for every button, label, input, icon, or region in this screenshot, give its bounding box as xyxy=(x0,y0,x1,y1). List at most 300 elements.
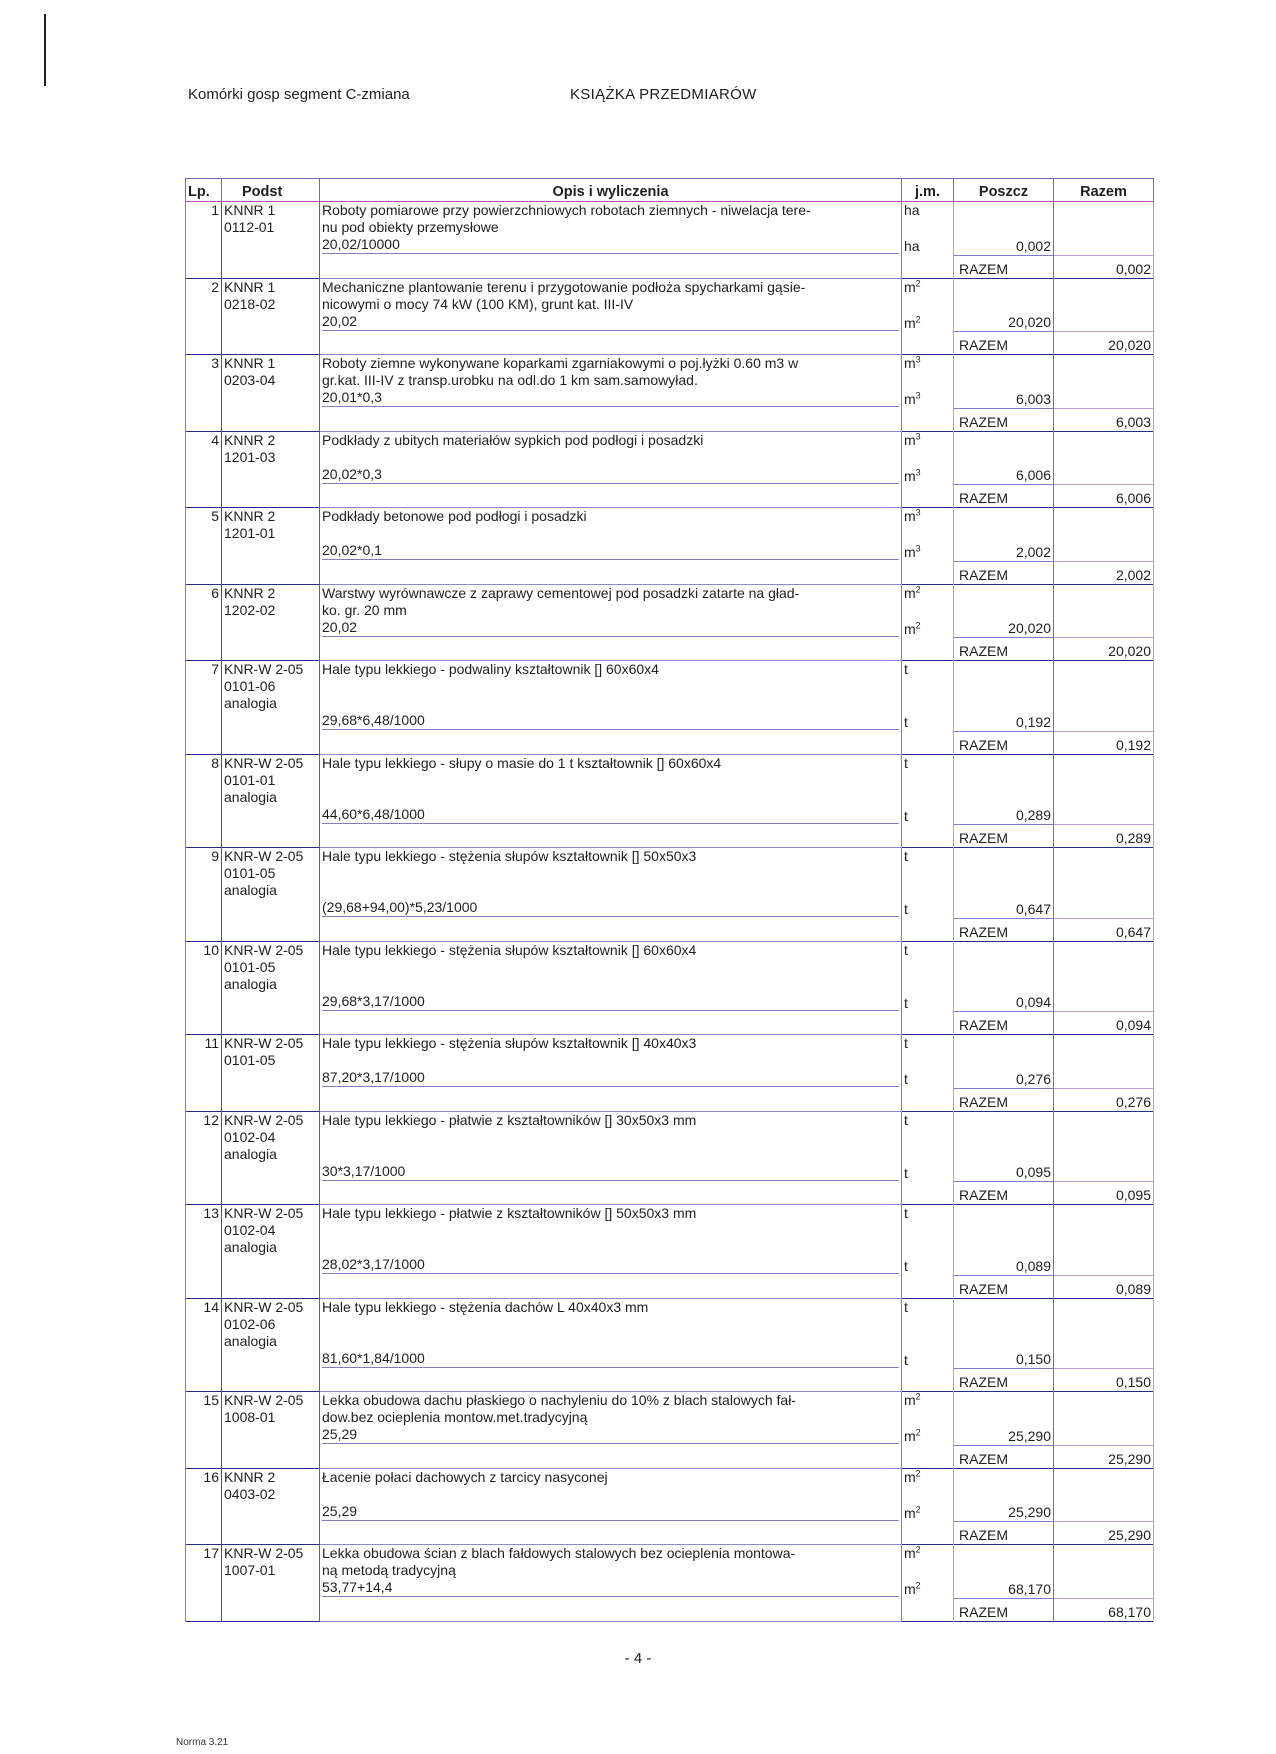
quantity-spacer xyxy=(954,1205,1054,1257)
total-row-spacer xyxy=(902,731,954,754)
basis-cell xyxy=(222,278,320,355)
total-row-spacer xyxy=(320,332,902,355)
total-spacer xyxy=(1054,661,1154,713)
calculation-formula: 87,20*3,17/1000 xyxy=(322,1069,899,1087)
description-line: nicowymi o mocy 74 kW (100 KM), grunt kat. III-IV xyxy=(322,295,634,312)
basis-code-line: KNR-W 2-05 xyxy=(224,754,304,771)
unit-cell xyxy=(902,1163,954,1182)
basis-code-line: analogia xyxy=(224,788,277,805)
unit-text: m xyxy=(904,620,916,637)
total-value: 0,647 xyxy=(1054,918,1154,941)
table-row-group xyxy=(186,1468,1154,1545)
unit-exponent: 3 xyxy=(915,354,921,365)
basis-cell xyxy=(222,1205,320,1299)
basis-code-line: KNR-W 2-05 xyxy=(224,1035,304,1051)
table-row-group xyxy=(186,508,1154,585)
basis-code-line: 1201-03 xyxy=(224,448,276,465)
item-number: 1 xyxy=(186,202,222,279)
unit-cell xyxy=(902,848,954,900)
basis-cell xyxy=(222,848,320,942)
item-number: 3 xyxy=(186,355,222,432)
total-row-spacer xyxy=(902,825,954,848)
total-spacer xyxy=(1054,619,1154,638)
total-spacer xyxy=(1054,355,1154,390)
total-spacer xyxy=(1054,1163,1154,1182)
total-label: RAZEM xyxy=(954,731,1054,754)
unit-text: ha xyxy=(904,202,920,218)
unit-cell xyxy=(902,1350,954,1369)
quantity-value: 20,020 xyxy=(954,619,1054,638)
item-number: 12 xyxy=(186,1111,222,1205)
basis-code-line: 0102-06 xyxy=(224,1315,276,1332)
total-spacer xyxy=(1054,899,1154,918)
calculation-cell xyxy=(320,1503,902,1522)
total-value: 6,003 xyxy=(1054,408,1154,431)
calculation-formula: 20,02*0,3 xyxy=(322,466,899,484)
unit-text: t xyxy=(904,1298,908,1315)
book-title: KSIĄŻKA PRZEDMIARÓW xyxy=(570,86,757,103)
total-spacer xyxy=(1054,236,1154,255)
unit-cell xyxy=(902,1069,954,1088)
total-row xyxy=(186,1088,1154,1111)
unit-cell xyxy=(902,1035,954,1070)
calculation-formula: 53,77+14,4 xyxy=(322,1579,899,1597)
calculation-row xyxy=(186,1163,1154,1182)
table-row-group xyxy=(186,1205,1154,1299)
unit-text: m xyxy=(904,1468,916,1485)
basis-code-line: KNNR 2 xyxy=(224,1468,276,1485)
total-value: 20,020 xyxy=(1054,332,1154,355)
unit-text: m xyxy=(904,584,916,601)
total-spacer xyxy=(1054,1468,1154,1503)
table-row xyxy=(186,661,1154,713)
calculation-row xyxy=(186,993,1154,1012)
total-label: RAZEM xyxy=(954,332,1054,355)
total-value: 0,089 xyxy=(1054,1275,1154,1298)
basis-cell xyxy=(222,1111,320,1205)
description-line: Podkłady betonowe pod podłogi i posadzki xyxy=(322,508,587,524)
basis-code-line: 0101-05 xyxy=(224,958,276,975)
total-row xyxy=(186,1012,1154,1035)
table-row-group xyxy=(186,584,1154,661)
calculation-formula: 44,60*6,48/1000 xyxy=(322,806,899,824)
total-row-spacer xyxy=(320,1598,902,1621)
total-row-spacer xyxy=(320,638,902,661)
basis-cell xyxy=(222,941,320,1035)
table-row-group xyxy=(186,202,1154,279)
total-label: RAZEM xyxy=(954,1522,1054,1545)
table-row-group xyxy=(186,1111,1154,1205)
unit-exponent: 2 xyxy=(915,619,921,630)
table-row xyxy=(186,1205,1154,1257)
description-line: Warstwy wyrównawcze z zaprawy cementowej pod posadzki zatarte na gład- xyxy=(322,584,800,601)
unit-cell xyxy=(902,993,954,1012)
quantity-value: 6,006 xyxy=(954,466,1054,485)
basis-code-line: KNNR 2 xyxy=(224,584,276,601)
description-line: Roboty ziemne wykonywane koparkami zgarniakowymi o poj.łyżki 0.60 m3 w xyxy=(322,355,799,371)
calculation-row xyxy=(186,1256,1154,1275)
calculation-row xyxy=(186,313,1154,332)
total-row xyxy=(186,1275,1154,1298)
total-spacer xyxy=(1054,431,1154,466)
total-label: RAZEM xyxy=(954,825,1054,848)
description-cell xyxy=(320,508,902,543)
total-row-spacer xyxy=(320,485,902,508)
basis-code-line: 0101-06 xyxy=(224,678,276,694)
description-line: Hale typu lekkiego - podwaliny kształtownik [] 60x60x4 xyxy=(322,661,659,677)
table-row xyxy=(186,584,1154,619)
unit-cell xyxy=(902,1392,954,1427)
unit-cell xyxy=(902,584,954,619)
total-row-spacer xyxy=(902,255,954,278)
calculation-formula: 25,29 xyxy=(322,1503,899,1521)
total-row-spacer xyxy=(320,408,902,431)
total-row xyxy=(186,485,1154,508)
total-row-spacer xyxy=(320,918,902,941)
basis-cell xyxy=(222,1392,320,1469)
quantity-spacer xyxy=(954,661,1054,713)
total-spacer xyxy=(1054,466,1154,485)
total-value: 0,276 xyxy=(1054,1088,1154,1111)
basis-code-line: analogia xyxy=(224,882,277,898)
total-spacer xyxy=(1054,542,1154,561)
total-row xyxy=(186,1598,1154,1621)
table-row xyxy=(186,508,1154,543)
unit-cell xyxy=(902,754,954,806)
total-label: RAZEM xyxy=(954,1275,1054,1298)
total-spacer xyxy=(1054,712,1154,731)
calculation-formula: 25,29 xyxy=(322,1426,899,1444)
total-value: 0,289 xyxy=(1054,825,1154,848)
unit-cell xyxy=(902,712,954,731)
quantity-spacer xyxy=(954,941,1054,993)
quantity-value: 0,276 xyxy=(954,1069,1054,1088)
table-row-group xyxy=(186,661,1154,755)
total-row-spacer xyxy=(902,561,954,584)
quantity-spacer xyxy=(954,848,1054,900)
unit-exponent: 2 xyxy=(915,1503,921,1514)
table-row xyxy=(186,754,1154,806)
item-number: 6 xyxy=(186,584,222,661)
calculation-row xyxy=(186,712,1154,731)
unit-text: t xyxy=(904,754,908,771)
calculation-formula: 28,02*3,17/1000 xyxy=(322,1256,899,1274)
description-cell xyxy=(320,1468,902,1503)
basis-code-line: analogia xyxy=(224,1332,277,1349)
total-row-spacer xyxy=(902,1275,954,1298)
table-row-group xyxy=(186,431,1154,508)
total-spacer xyxy=(1054,1298,1154,1350)
total-spacer xyxy=(1054,1392,1154,1427)
calculation-row xyxy=(186,1069,1154,1088)
basis-code-line: 1008-01 xyxy=(224,1409,276,1425)
unit-cell xyxy=(902,941,954,993)
quantity-value: 0,002 xyxy=(954,236,1054,255)
unit-exponent: 3 xyxy=(915,430,921,441)
total-spacer xyxy=(1054,848,1154,900)
total-row xyxy=(186,408,1154,431)
calculation-row xyxy=(186,1426,1154,1445)
total-spacer xyxy=(1054,1035,1154,1070)
unit-cell xyxy=(902,661,954,713)
calculation-cell xyxy=(320,806,902,825)
total-label: RAZEM xyxy=(954,255,1054,278)
basis-code-line: KNNR 2 xyxy=(224,431,276,448)
basis-code-line: 0102-04 xyxy=(224,1222,276,1238)
total-row-spacer xyxy=(320,1445,902,1468)
unit-cell xyxy=(902,1545,954,1580)
total-spacer xyxy=(1054,1350,1154,1369)
unit-text: m xyxy=(904,355,916,371)
unit-cell xyxy=(902,1468,954,1503)
total-spacer xyxy=(1054,1205,1154,1257)
table-row-group xyxy=(186,278,1154,355)
column-header-podst: Podst xyxy=(222,179,320,202)
unit-cell xyxy=(902,508,954,543)
description-cell xyxy=(320,848,902,900)
description-line: Mechaniczne plantowanie terenu i przygotowanie podłoża spycharkami gąsie- xyxy=(322,278,806,295)
basis-cell xyxy=(222,1468,320,1545)
description-line: Roboty pomiarowe przy powierzchniowych robotach ziemnych - niwelacja tere- xyxy=(322,202,811,218)
total-label: RAZEM xyxy=(954,408,1054,431)
description-line: Lekka obudowa ścian z blach fałdowych stalowych bez ocieplenia montowa- xyxy=(322,1545,796,1561)
description-line: Hale typu lekkiego - stężenia słupów kształtownik [] 40x40x3 xyxy=(322,1035,697,1051)
page-number: - 4 - xyxy=(624,1650,652,1667)
total-spacer xyxy=(1054,1579,1154,1598)
description-cell xyxy=(320,754,902,806)
unit-text: t xyxy=(904,1111,908,1128)
total-label: RAZEM xyxy=(954,561,1054,584)
footer-note: Norma 3.21 xyxy=(176,1737,229,1748)
table-row-group xyxy=(186,1035,1154,1112)
unit-text: t xyxy=(904,941,908,958)
description-cell xyxy=(320,278,902,313)
quantity-value: 0,089 xyxy=(954,1256,1054,1275)
description-cell xyxy=(320,1035,902,1070)
item-number: 5 xyxy=(186,508,222,585)
basis-cell xyxy=(222,1545,320,1622)
unit-cell xyxy=(902,1426,954,1445)
calculation-cell xyxy=(320,236,902,255)
total-row-spacer xyxy=(902,1088,954,1111)
basis-code-line: KNNR 1 xyxy=(224,202,276,218)
unit-text: t xyxy=(904,1205,908,1221)
table-row xyxy=(186,1035,1154,1070)
table-row xyxy=(186,431,1154,466)
description-line: Hale typu lekkiego - stężenia słupów kształtownik [] 50x50x3 xyxy=(322,848,697,864)
unit-cell xyxy=(902,466,954,485)
unit-text: m xyxy=(904,391,916,407)
calculation-row xyxy=(186,389,1154,408)
calculation-row xyxy=(186,899,1154,918)
description-cell xyxy=(320,431,902,466)
unit-text: ha xyxy=(904,238,920,254)
unit-text: t xyxy=(904,661,908,677)
quantity-spacer xyxy=(954,1298,1054,1350)
description-line: ko. gr. 20 mm xyxy=(322,601,407,618)
unit-text: t xyxy=(904,714,908,730)
unit-text: t xyxy=(904,1035,908,1051)
total-row-spacer xyxy=(320,1088,902,1111)
column-header-lp: Lp. xyxy=(186,179,222,202)
total-row-spacer xyxy=(902,408,954,431)
description-line: Hale typu lekkiego - stężenia dachów L 40x40x3 mm xyxy=(322,1298,649,1315)
total-value: 0,192 xyxy=(1054,731,1154,754)
unit-text: t xyxy=(904,848,908,864)
total-row xyxy=(186,638,1154,661)
total-row-spacer xyxy=(320,1369,902,1392)
calculation-formula: 20,02*0,1 xyxy=(322,542,899,560)
basis-cell xyxy=(222,1035,320,1112)
total-value: 2,002 xyxy=(1054,561,1154,584)
description-cell xyxy=(320,202,902,237)
basis-code-line: analogia xyxy=(224,1145,277,1162)
basis-cell xyxy=(222,202,320,279)
unit-cell xyxy=(902,1205,954,1257)
total-spacer xyxy=(1054,754,1154,806)
total-row-spacer xyxy=(320,255,902,278)
quantity-value: 0,095 xyxy=(954,1163,1054,1182)
unit-cell xyxy=(902,542,954,561)
quantity-spacer xyxy=(954,431,1054,466)
item-number: 7 xyxy=(186,661,222,755)
bill-of-quantities-table xyxy=(185,178,1154,1622)
calculation-row xyxy=(186,1350,1154,1369)
item-number: 9 xyxy=(186,848,222,942)
total-spacer xyxy=(1054,1545,1154,1580)
calculation-cell xyxy=(320,1579,902,1598)
calculation-row xyxy=(186,236,1154,255)
table-row xyxy=(186,1392,1154,1427)
unit-cell xyxy=(902,1579,954,1598)
unit-text: t xyxy=(904,1351,908,1368)
total-spacer xyxy=(1054,508,1154,543)
total-row-spacer xyxy=(320,1275,902,1298)
description-cell xyxy=(320,1545,902,1580)
calculation-cell xyxy=(320,619,902,638)
total-value: 0,094 xyxy=(1054,1012,1154,1035)
table-row-group xyxy=(186,754,1154,848)
unit-text: t xyxy=(904,1164,908,1181)
total-label: RAZEM xyxy=(954,1445,1054,1468)
unit-exponent: 2 xyxy=(915,1427,921,1438)
total-label: RAZEM xyxy=(954,1182,1054,1205)
total-row xyxy=(186,255,1154,278)
total-spacer xyxy=(1054,389,1154,408)
table-row-group xyxy=(186,848,1154,942)
unit-cell xyxy=(902,619,954,638)
unit-exponent: 3 xyxy=(915,466,921,477)
calculation-cell xyxy=(320,1256,902,1275)
unit-cell xyxy=(902,1298,954,1350)
total-row-spacer xyxy=(902,1598,954,1621)
description-cell xyxy=(320,661,902,713)
total-row xyxy=(186,1522,1154,1545)
quantity-value: 25,290 xyxy=(954,1426,1054,1445)
quantity-value: 0,094 xyxy=(954,993,1054,1012)
basis-code-line: KNR-W 2-05 xyxy=(224,941,304,958)
calculation-cell xyxy=(320,1163,902,1182)
quantity-value: 2,002 xyxy=(954,542,1054,561)
basis-code-line: 0102-04 xyxy=(224,1128,276,1145)
basis-code-line: 0403-02 xyxy=(224,1485,276,1502)
calculation-formula: 20,02 xyxy=(322,619,899,637)
description-cell xyxy=(320,584,902,619)
quantity-spacer xyxy=(954,1392,1054,1427)
description-cell xyxy=(320,1298,902,1350)
basis-code-line: analogia xyxy=(224,695,277,711)
unit-text: m xyxy=(904,544,916,560)
description-line: nu pod obiekty przemysłowe xyxy=(322,219,499,235)
table-header-row xyxy=(186,179,1154,202)
total-label: RAZEM xyxy=(954,638,1054,661)
unit-cell xyxy=(902,899,954,918)
total-value: 0,150 xyxy=(1054,1369,1154,1392)
calculation-cell xyxy=(320,1426,902,1445)
total-spacer xyxy=(1054,1111,1154,1163)
total-spacer xyxy=(1054,1503,1154,1522)
table-row-group xyxy=(186,1392,1154,1469)
description-line: dow.bez ocieplenia montow.met.tradycyjną xyxy=(322,1409,588,1425)
total-value: 25,290 xyxy=(1054,1445,1154,1468)
total-row-spacer xyxy=(902,332,954,355)
column-header-poszcz: Poszcz xyxy=(954,179,1054,202)
table-row-group xyxy=(186,355,1154,432)
basis-cell xyxy=(222,355,320,432)
total-row-spacer xyxy=(320,561,902,584)
total-spacer xyxy=(1054,1069,1154,1088)
basis-code-line: KNR-W 2-05 xyxy=(224,848,304,864)
total-value: 6,006 xyxy=(1054,485,1154,508)
quantity-spacer xyxy=(954,1468,1054,1503)
total-row-spacer xyxy=(902,918,954,941)
calculation-formula: 20,02/10000 xyxy=(322,236,899,254)
basis-code-line: KNNR 2 xyxy=(224,508,276,524)
basis-cell xyxy=(222,1298,320,1392)
total-spacer xyxy=(1054,941,1154,993)
unit-exponent: 2 xyxy=(915,1580,921,1591)
total-value: 20,020 xyxy=(1054,638,1154,661)
column-header-razem: Razem xyxy=(1054,179,1154,202)
quantity-value: 68,170 xyxy=(954,1579,1054,1598)
description-cell xyxy=(320,1111,902,1163)
total-row-spacer xyxy=(902,1369,954,1392)
calculation-formula: 20,01*0,3 xyxy=(322,389,899,407)
description-line: Hale typu lekkiego - stężenia słupów kształtownik [] 60x60x4 xyxy=(322,941,697,958)
quantity-spacer xyxy=(954,584,1054,619)
total-row-spacer xyxy=(902,485,954,508)
calculation-formula: 29,68*3,17/1000 xyxy=(322,993,899,1011)
unit-text: t xyxy=(904,807,908,824)
unit-exponent: 3 xyxy=(915,543,921,554)
total-value: 0,095 xyxy=(1054,1182,1154,1205)
calculation-row xyxy=(186,806,1154,825)
table-row xyxy=(186,1468,1154,1503)
basis-code-line: 1201-01 xyxy=(224,525,276,541)
calculation-row xyxy=(186,619,1154,638)
total-row-spacer xyxy=(902,1182,954,1205)
total-row xyxy=(186,1369,1154,1392)
basis-code-line: 0101-05 xyxy=(224,865,276,881)
total-row-spacer xyxy=(320,1182,902,1205)
basis-code-line: KNR-W 2-05 xyxy=(224,1545,304,1561)
table-row-group xyxy=(186,941,1154,1035)
total-spacer xyxy=(1054,278,1154,313)
unit-text: m xyxy=(904,1545,916,1561)
unit-exponent: 3 xyxy=(915,507,921,518)
unit-text: m xyxy=(904,508,916,524)
total-label: RAZEM xyxy=(954,918,1054,941)
